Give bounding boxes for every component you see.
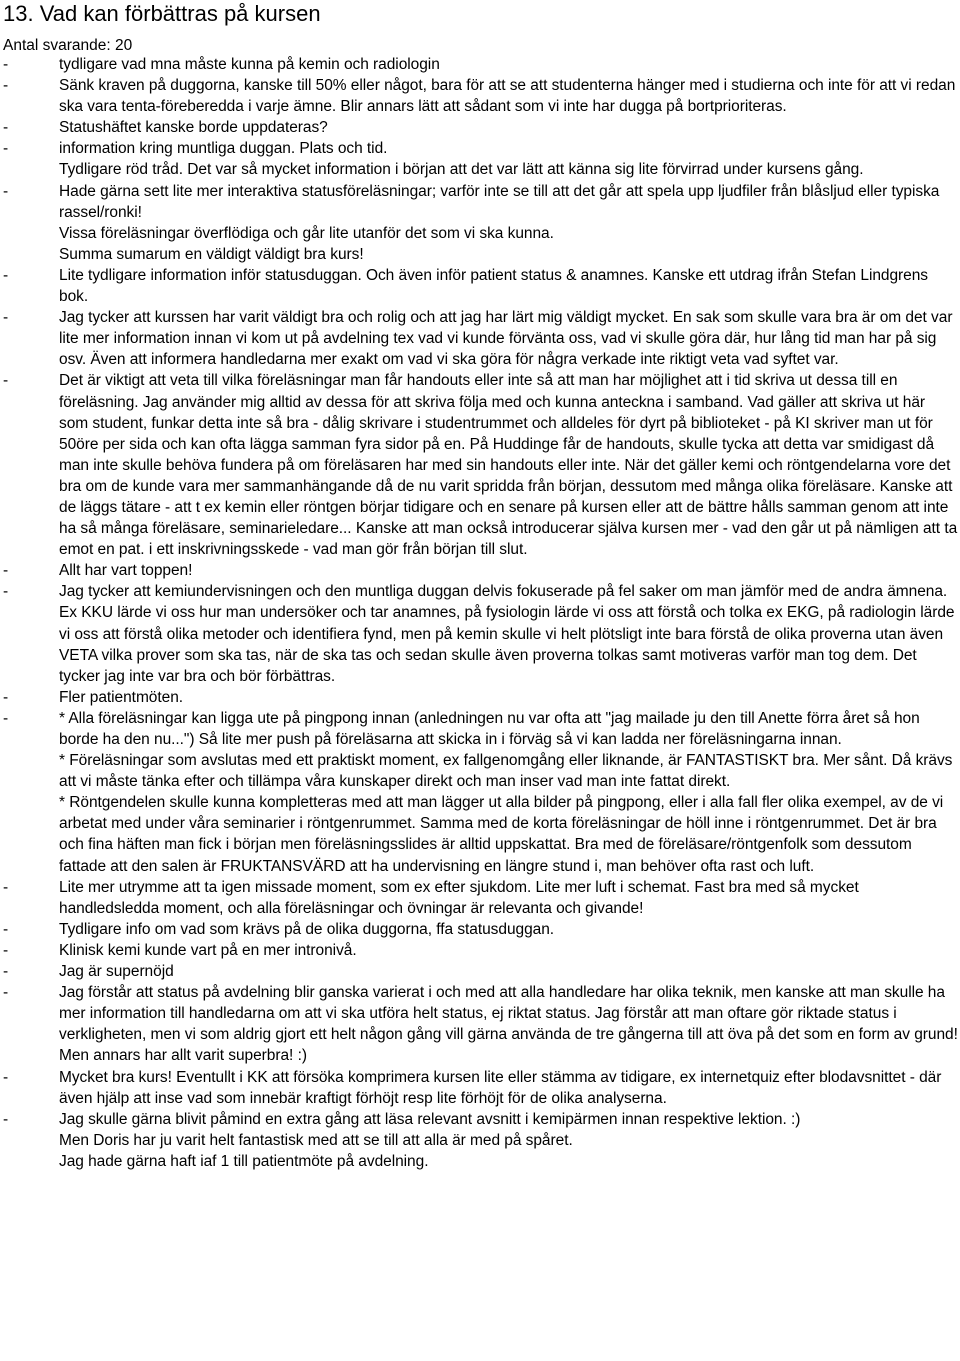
- answer-text: Summa sumarum en väldigt väldigt bra kurs!: [59, 245, 364, 263]
- answer-text: Lite mer utrymme att ta igen missade moment, som ex efter sjukdom. Lite mer luft i schemat. Fast bra med så mycket handledsledda moment, och alla föreläsningar och övningar är relevanta och givande!: [59, 878, 859, 917]
- answer-text: Jag skulle gärna blivit påmind en extra gång att läsa relevant avsnitt i kemipärmen innan respektive lektion. :): [59, 1110, 801, 1128]
- answer-item: [0, 940, 958, 961]
- answer-item: [0, 687, 958, 708]
- answer-item: [0, 75, 958, 117]
- answer-text: Men Doris har ju varit helt fantastisk med att se till att alla är med på spåret.: [59, 1131, 573, 1149]
- answer-text: Jag förstår att status på avdelning blir ganska varierat i och med att alla handledare har olika teknik, men kanske att man skulle ha mer information till handledarna om att vi ska utföra helt status, ej riktat status. Jag förstår att man oftare gör riktade status i verkligheten, men vi som aldrig gjort ett helt någon gång vill gärna använda de tre gångerna till att öva på det som en form av grund! Men annars har allt varit superbra! :): [59, 984, 958, 1065]
- bullet-dash: -: [3, 688, 9, 706]
- answer-text: * Föreläsningar som avslutas med ett praktiskt moment, ex fallgenomgång eller liknande, är FANTASTISKT bra. Mer sånt. Då krävs att vi måste tänka efter och tillämpa våra kunskaper direkt och man inser vad man inte fattat direkt.: [59, 752, 953, 791]
- page-title: 13. Vad kan förbättras på kursen: [3, 1, 321, 26]
- answer-text: Lite tydligare information inför statusduggan. Och även inför patient status & anamnes. Kanske ett utdrag ifrån Stefan Lindgrens bok.: [59, 266, 929, 306]
- answer-item: [0, 581, 958, 686]
- answer-item: [0, 961, 958, 982]
- answer-text: information kring muntliga duggan. Plats och tid.: [59, 140, 388, 158]
- answer-item: [0, 307, 958, 370]
- answer-item: [0, 265, 958, 307]
- answer-text: Mycket bra kurs! Eventullt i KK att försöka komprimera kursen lite eller stämma av tidigare, ex internetquiz efter blodavsnittet - där även hjälp att inse vad som innebär kraftigt förhöjt resp lite förhöjt för de olika analyserna.: [59, 1068, 942, 1107]
- answer-item: [0, 54, 958, 75]
- bullet-dash: -: [3, 984, 9, 1002]
- answer-item: [0, 138, 958, 180]
- answer-item: [0, 181, 958, 265]
- bullet-dash: -: [3, 963, 9, 981]
- answer-text: * Röntgendelen skulle kunna kompletteras med att man lägger ut alla bilder på pingpong, eller i alla fall fler olika exempel, av de vi arbetat med under våra seminarier i röntgenrummet. Samma med de korta föreläsningar de höll inne i röntgenrummet. Det är bra och fina häften man fick i början men föreläsningsslides är alltid uppskattat. Bra med de föreläsare/röntgenfolk som dessutom fattade att den salen är FRUKTANSVÄRD att ha undervisning en längre stund i, man behöver ofta rast och luft.: [59, 794, 944, 875]
- bullet-dash: -: [3, 309, 9, 327]
- answer-item: [0, 560, 958, 581]
- bullet-dash: -: [3, 878, 9, 896]
- answer-item: [0, 708, 958, 877]
- bullet-dash: -: [3, 583, 9, 601]
- bullet-dash: -: [3, 182, 9, 200]
- answer-text: Jag tycker att kurssen har varit väldigt bra och rolig och att jag har lärt mig väldigt mycket. En sak som skulle vara bra är om det var lite mer information innan vi kom ut på avdelning tex vad vi kunde förvänta oss, vad vi skulle göra där, hur lång tid man har på sig osv. Även att informera handledarna mer exakt om vad vi ska göra för några verkade inte riktigt veta vad syftet var.: [59, 309, 953, 369]
- answer-text: * Alla föreläsningar kan ligga ute på pingpong innan (anledningen nu var ofta att "jag mailade ju den till Anette förra året så hon borde ha den nu...") Så lite mer push på föreläsarna att skicka in i förväg så vi kan ladda ner föreläsningarna innan.: [59, 709, 920, 748]
- bullet-dash: -: [3, 562, 9, 580]
- bullet-dash: -: [3, 1068, 9, 1086]
- answer-text: Fler patientmöten.: [59, 688, 184, 706]
- bullet-dash: -: [3, 140, 9, 158]
- answer-text: Tydligare röd tråd. Det var så mycket information i början att det var lätt att känna sig lite förvirrad under kursens gång.: [59, 161, 864, 179]
- answer-text: Tydligare info om vad som krävs på de olika duggorna, ffa statusduggan.: [59, 920, 555, 938]
- answer-list: [0, 54, 958, 1172]
- bullet-dash: -: [3, 266, 9, 284]
- answer-item: [0, 370, 958, 560]
- bullet-dash: -: [3, 119, 9, 137]
- bullet-dash: -: [3, 941, 9, 959]
- bullet-dash: -: [3, 56, 9, 73]
- answer-text: Vissa föreläsningar överflödiga och går lite utanför det som vi ska kunna.: [59, 224, 554, 242]
- answer-text: Hade gärna sett lite mer interaktiva statusföreläsningar; varför inte se till att det går att spela upp ljudfiler från blåsljud eller typiska rassel/ronki!: [59, 182, 940, 221]
- answer-text: Jag hade gärna haft iaf 1 till patientmöte på avdelning.: [59, 1152, 429, 1170]
- answer-text: Sänk kraven på duggorna, kanske till 50% eller något, bara för att se att studenterna hänger med i studierna och inte för att vi redan ska vara tenta-föreberedda i varje ämne. Blir annars lätt att sådant som vi inte har dugga på bortprioriteras.: [59, 77, 956, 116]
- answer-text: Det är viktigt att veta till vilka föreläsningar man får handouts eller inte så att man har möjlighet att i tid skriva ut dessa till en föreläsning. Jag använder mig alltid av dessa för att skriva följa med och kunna anteckna i samband. Vad gäller att skriva ut här som student, funkar detta inte så bra - dålig skrivare i studentrummet och alldeles för dyrt på biblioteket - på KI skriver man ut för 50öre per sida och kan ofta lägga samman fyra sidor på en. På Huddinge får de handouts, skulle tycka att detta var smidigast då man inte skulle behöva fundera på om föreläsaren har med sin handouts eller inte. När det gäller kemi och röntgendelarna vore det bra om de kunde vara mer sammanhängande då de nu varit spridda från början, dessutom med många olika föreläsare. Kanske att de läggs tätare - att t ex kemin eller röntgen börjar tidigare och en senare på kursen eller att de bättre hålls samman genom att inte ha så många föreläsare, seminarieledare... Kanske att man också introducerar själva kursen mer - vad den går ut på nämligen att ta emot en pat. i ett inskrivningsskede - vad man gör från början till slut.: [59, 372, 958, 559]
- answer-item: [0, 877, 958, 919]
- answer-text: tydligare vad mna måste kunna på kemin och radiologin: [59, 56, 440, 73]
- answer-text: Allt har vart toppen!: [59, 562, 193, 580]
- answer-item: [0, 919, 958, 940]
- bullet-dash: -: [3, 372, 9, 390]
- answer-text: Statushäftet kanske borde uppdateras?: [59, 119, 328, 137]
- answer-item: [0, 117, 958, 138]
- bullet-dash: -: [3, 709, 9, 727]
- bullet-dash: -: [3, 920, 9, 938]
- answer-text: Klinisk kemi kunde vart på en mer intronivå.: [59, 941, 357, 959]
- answer-item: [0, 982, 958, 1066]
- bullet-dash: -: [3, 77, 9, 95]
- respondent-count: Antal svarande: 20: [3, 37, 133, 54]
- bullet-dash: -: [3, 1110, 9, 1128]
- answer-text: Jag tycker att kemiundervisningen och den muntliga duggan delvis fokuserade på fel saker om man jämför med de andra ämnena. Ex KKU lärde vi oss hur man undersöker och tar anamnes, på fysiologin lärde vi oss att förstå och tolka ex EKG, på radiologin lärde vi oss att förstå olika metoder och identifiera fynd, men på kemin skulle vi helt plötsligt inte bara förstå de olika proverna utan även VETA vilka prover som ska tas, när de ska tas och sedan skulle även proverna tolkas samt motiveras varför man tog dem. Det tycker jag inte var bra och bör förbättras.: [59, 583, 955, 685]
- answer-text: Jag är supernöjd: [59, 963, 174, 981]
- answer-item: [0, 1067, 958, 1109]
- answer-item: [0, 1109, 958, 1172]
